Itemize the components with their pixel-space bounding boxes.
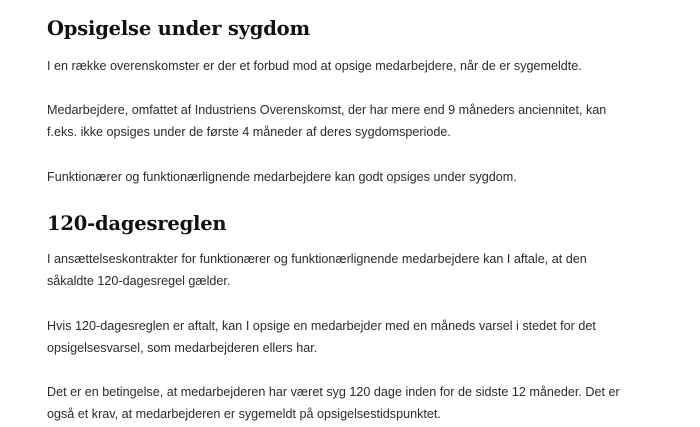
paragraph-line: I en række overenskomster er der et forbud mod at opsige medarbejdere, når de er sygemeldte. [47, 59, 582, 73]
paragraph [47, 99, 606, 143]
paragraph [47, 248, 587, 292]
section-heading: 120-dagesreglen [47, 212, 227, 235]
paragraph-line: såkaldte 120-dagesregel gælder. [47, 274, 231, 288]
paragraph-line: Funktionærer og funktionærlignende medarbejdere kan godt opsiges under sygdom. [47, 170, 517, 184]
paragraph-line: også et krav, at medarbejderen er sygemeldt på opsigelsestidspunktet. [47, 407, 441, 421]
paragraph [47, 381, 620, 425]
paragraph-line: Medarbejdere, omfattet af Industriens Overenskomst, der har mere end 9 måneders anciennitet, kan [47, 103, 607, 117]
paragraph-line: Det er en betingelse, at medarbejderen har været syg 120 dage inden for de sidste 12 måneder. Det er [47, 385, 620, 399]
paragraph-line: I ansættelseskontrakter for funktionærer og funktionærlignende medarbejdere kan I aftale, at den [47, 252, 587, 266]
paragraph [47, 315, 596, 359]
paragraph [47, 55, 582, 77]
paragraph-line: opsigelsesvarsel, som medarbejderen ellers har. [47, 341, 318, 355]
paragraph-line: Hvis 120-dagesreglen er aftalt, kan I opsige en medarbejder med en måneds varsel i stedet for det [47, 319, 596, 333]
section-heading: Opsigelse under sygdom [47, 17, 310, 40]
paragraph-line: f.eks. ikke opsiges under de første 4 måneder af deres sygdomsperiode. [47, 125, 451, 139]
paragraph [47, 166, 517, 188]
